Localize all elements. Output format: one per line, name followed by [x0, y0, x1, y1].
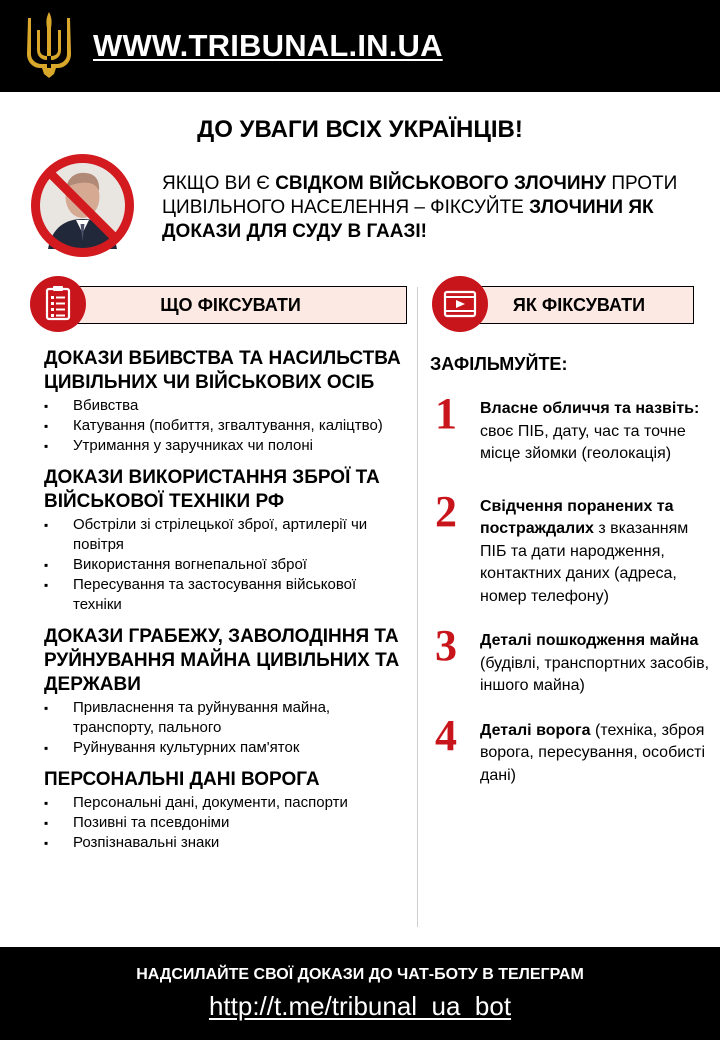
step-number: 2 — [435, 486, 457, 536]
step-title: Свідчення поранених та постраждалих — [480, 497, 674, 537]
list-item: ▪ Розпізнавальні знаки — [44, 833, 409, 853]
step-item — [430, 389, 710, 466]
list-item: ▪ Катування (побиття, згвалтування, каліцтво) — [44, 416, 409, 436]
how-to-record-list — [430, 352, 710, 787]
category-title: ДОКАЗИ ВИКОРИСТАННЯ ЗБРОЇ ТА ВІЙСЬКОВОЇ ТЕХНІКИ РФ — [44, 467, 380, 512]
step-text: (будівлі, транспортних засобів, іншого майна) — [480, 654, 710, 694]
checklist-icon — [30, 276, 86, 332]
footer-text: НАДСИЛАЙТЕ СВОЇ ДОКАЗИ ДО ЧАТ-БОТУ В ТЕЛЕГРАМ — [136, 966, 584, 983]
site-url-link[interactable]: WWW.TRIBUNAL.IN.UA — [93, 28, 443, 63]
list-item: ▪ Позивні та псевдоніми — [44, 813, 409, 833]
what-to-record-list — [44, 347, 409, 863]
trident-icon — [24, 10, 74, 80]
step-title: Власне обличчя та назвіть: — [480, 400, 700, 417]
header-bar — [0, 0, 720, 92]
page-title: ДО УВАГИ ВСІХ УКРАЇНЦІВ! — [197, 116, 523, 143]
film-subtitle: ЗАФІЛЬМУЙТЕ: — [430, 354, 568, 374]
list-item: ▪ Привласнення та руйнування майна, транспорту, пального — [44, 698, 409, 738]
step-title: Деталі ворога — [480, 721, 591, 739]
what-to-record-title: ЩО ФІКСУВАТИ — [160, 294, 301, 315]
how-to-record-title: ЯК ФІКСУВАТИ — [512, 294, 646, 315]
list-item: ▪ Вбивства — [44, 396, 409, 416]
category-violence — [44, 347, 409, 456]
footer-bar — [0, 947, 720, 1040]
telegram-bot-link[interactable]: http://t.me/tribunal_ua_bot — [208, 991, 512, 1021]
step-text: своє ПІБ, дату, час та точне місце зйомки (геолокація) — [480, 422, 686, 462]
what-to-record-header — [48, 286, 407, 324]
category-enemy-data — [44, 768, 409, 853]
step-title: Деталі пошкодження майна — [480, 632, 699, 649]
intro-text: ЯКЩО ВИ Є СВІДКОМ ВІЙСЬКОВОГО ЗЛОЧИНУ ПРОТИ ЦИВІЛЬНОГО НАСЕЛЕННЯ – ФІКСУЙТЕ ЗЛОЧИНИ ЯК ДОКАЗИ ДЛЯ СУДУ В ГААЗІ! — [162, 173, 678, 242]
step-number: 3 — [435, 621, 457, 670]
category-property — [44, 625, 409, 758]
list-item: ▪ Пересування та застосування військової техніки — [44, 575, 409, 615]
column-divider — [417, 287, 418, 927]
step-number: 4 — [435, 710, 457, 760]
prohibited-person-icon — [30, 153, 135, 258]
category-weapons — [44, 466, 409, 615]
category-title: ПЕРСОНАЛЬНІ ДАНІ ВОРОГА — [44, 769, 320, 790]
video-play-icon — [432, 276, 488, 332]
step-item — [430, 710, 710, 788]
category-title: ДОКАЗИ ВБИВСТВА ТА НАСИЛЬСТВА ЦИВІЛЬНИХ ЧИ ВІЙСЬКОВИХ ОСІБ — [44, 348, 401, 393]
step-item — [430, 486, 710, 609]
step-item — [430, 621, 710, 698]
list-item: ▪ Руйнування культурних пам'яток — [44, 738, 409, 758]
list-item: ▪ Обстріли зі стрілецької зброї, артилерії чи повітря — [44, 515, 409, 555]
list-item: ▪ Використання вогнепальної зброї — [44, 555, 409, 575]
step-text: з вказанням ПІБ та дати народження, контактних даних (адреса, номер телефону) — [480, 520, 689, 605]
category-title: ДОКАЗИ ГРАБЕЖУ, ЗАВОЛОДІННЯ ТА РУЙНУВАННЯ МАЙНА ЦИВІЛЬНИХ ТА ДЕРЖАВИ — [44, 626, 400, 695]
list-item: ▪ Утримання у заручниках чи полоні — [44, 436, 409, 456]
step-number: 1 — [435, 389, 457, 438]
list-item: ▪ Персональні дані, документи, паспорти — [44, 793, 409, 813]
step-text: (техніка, зброя ворога, пересування, особисті дані) — [480, 721, 706, 784]
